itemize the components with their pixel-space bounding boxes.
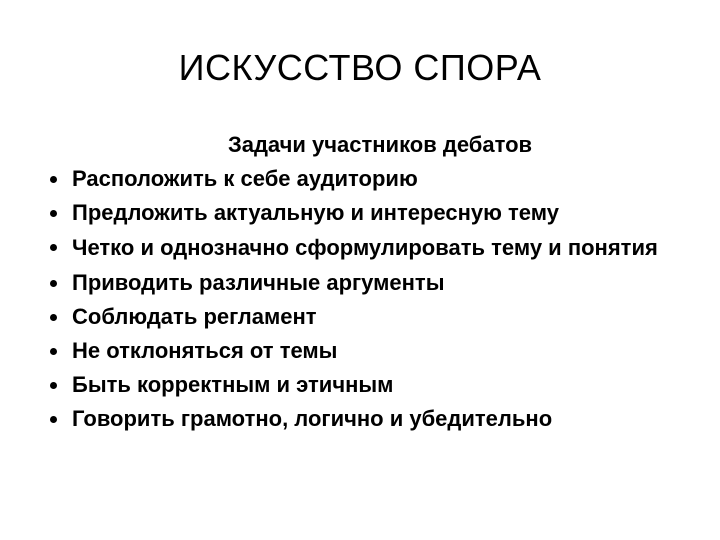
bullet-text: Расположить к себе аудиторию: [72, 166, 418, 191]
bullet-item: [50, 368, 690, 402]
bullet-dot-icon: [50, 280, 57, 287]
bullet-item: [50, 402, 690, 436]
bullet-item: [50, 300, 690, 334]
slide-body: [50, 128, 690, 436]
bullet-text: Предложить актуальную и интересную тему: [72, 200, 559, 225]
bullet-dot-icon: [50, 416, 57, 423]
bullet-text: Четко и однозначно сформулировать тему и понятия: [72, 235, 658, 260]
bullet-item: [50, 230, 690, 266]
bullet-item: [50, 266, 690, 300]
bullet-list: [50, 162, 690, 436]
bullet-dot-icon: [50, 244, 57, 251]
bullet-dot-icon: [50, 210, 57, 217]
bullet-item: [50, 162, 690, 196]
bullet-text: Приводить различные аргументы: [72, 270, 445, 295]
bullet-dot-icon: [50, 348, 57, 355]
bullet-text: Не отклоняться от темы: [72, 338, 338, 363]
bullet-item: [50, 334, 690, 368]
bullet-text: Соблюдать регламент: [72, 304, 317, 329]
bullet-text: Говорить грамотно, логично и убедительно: [72, 406, 553, 431]
bullet-dot-icon: [50, 176, 57, 183]
slide-subtitle: Задачи участников дебатов: [227, 132, 533, 157]
bullet-dot-icon: [50, 314, 57, 321]
bullet-text: Быть корректным и этичным: [72, 372, 394, 397]
bullet-item: [50, 196, 690, 230]
bullet-dot-icon: [50, 382, 57, 389]
slide-title: ИСКУССТВО СПОРА: [178, 47, 542, 88]
